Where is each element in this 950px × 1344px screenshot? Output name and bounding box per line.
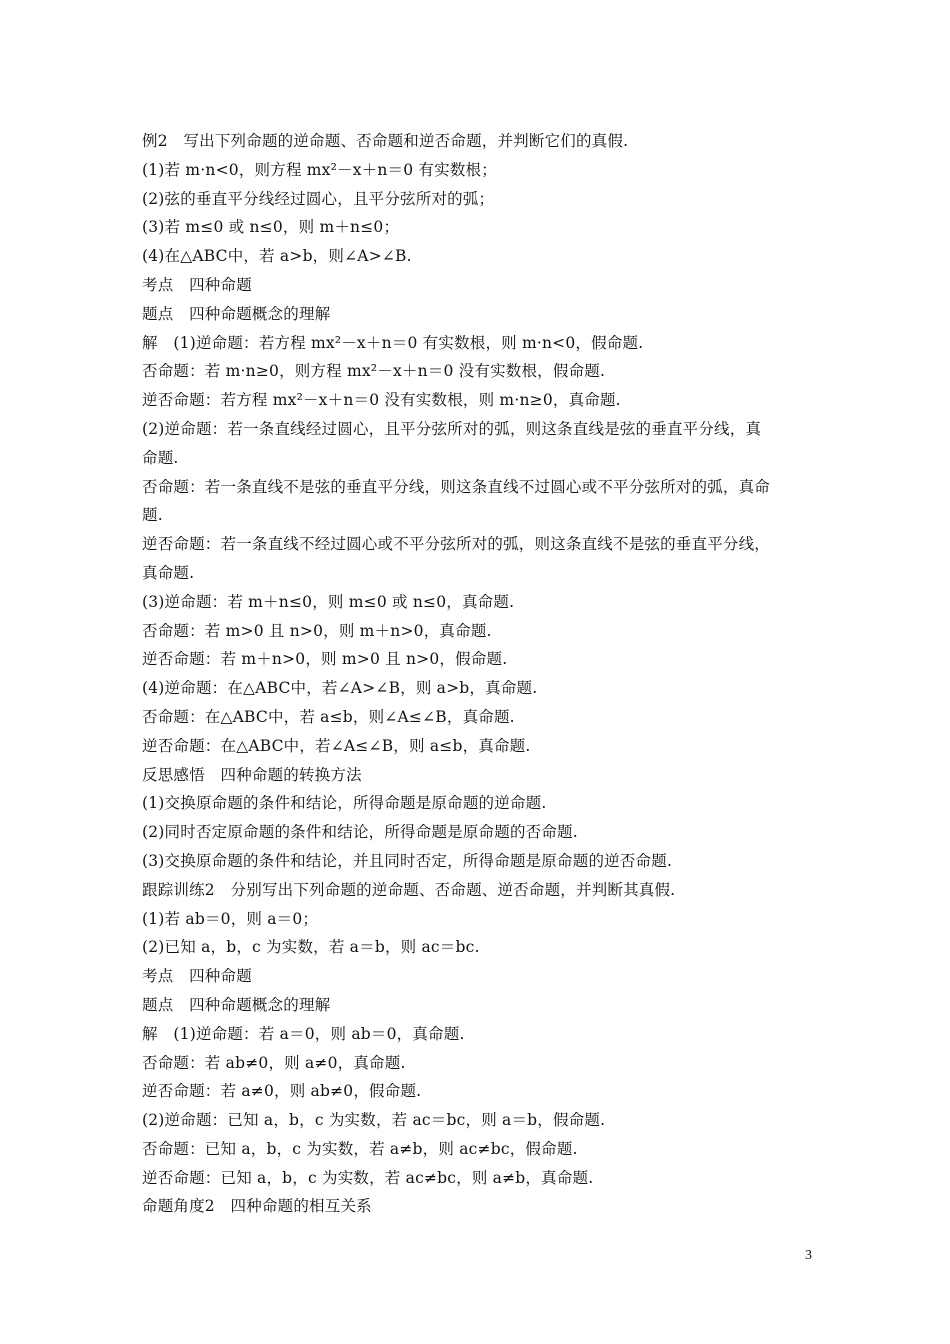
solution-line: 解 (1)逆命题：若 a＝0，则 ab＝0，真命题. [142,1024,465,1043]
solution-line: 逆否命题：在△ABC中，若∠A≤∠B，则 a≤b，真命题. [142,736,531,755]
solution-line: 解 (1)逆命题：若方程 mx²－x＋n＝0 有实数根，则 m·n<0，假命题. [142,333,644,352]
practice-item-2: (2)已知 a，b，c 为实数，若 a＝b，则 ac＝bc. [142,938,480,957]
solution-line: 逆否命题：若一条直线不经过圆心或不平分弦所对的弧，则这条直线不是弦的垂直平分线， [142,535,771,554]
reflection-item: (2)同时否定原命题的条件和结论，所得命题是原命题的否命题. [142,823,578,842]
page-number: 3 [805,1248,812,1263]
reflection-item: (3)交换原命题的条件和结论，并且同时否定，所得命题是原命题的逆否命题. [142,851,673,870]
solution-line: 否命题：若 m·n≥0，则方程 mx²－x＋n＝0 没有实数根，假命题. [142,362,606,381]
reflection-item: (1)交换原命题的条件和结论，所得命题是原命题的逆命题. [142,794,547,813]
reflection-title: 反思感悟 四种命题的转换方法 [142,765,362,784]
solution-line: 逆否命题：若 a≠0，则 ab≠0，假命题. [142,1082,422,1101]
solution-line: 否命题：在△ABC中，若 a≤b，则∠A≤∠B，真命题. [142,707,515,726]
subtopic-label: 题点 四种命题概念的理解 [142,995,331,1014]
solution-line: 命题. [142,448,179,467]
section-heading: 命题角度2 四种命题的相互关系 [142,1197,372,1216]
subtopic-label: 题点 四种命题概念的理解 [142,304,331,323]
solution-line: (4)逆命题：在△ABC中，若∠A>∠B，则 a>b，真命题. [142,679,538,698]
practice-item-1: (1)若 ab＝0，则 a＝0； [142,909,319,928]
solution-line: 逆否命题：若 m＋n>0，则 m>0 且 n>0，假命题. [142,650,508,669]
solution-line: 逆否命题：若方程 mx²－x＋n＝0 没有实数根，则 m·n≥0，真命题. [142,391,621,410]
example-item-4: (4)在△ABC中，若 a>b，则∠A>∠B. [142,247,412,266]
example-item-1: (1)若 m·n<0，则方程 mx²－x＋n＝0 有实数根； [142,160,497,179]
solution-line: 否命题：若 m>0 且 n>0，则 m＋n>0，真命题. [142,621,492,640]
page-body [142,127,822,1221]
practice-title: 跟踪训练2 分别写出下列命题的逆命题、否命题、逆否命题，并判断其真假. [142,880,676,899]
topic-label: 考点 四种命题 [142,967,252,986]
example-item-2: (2)弦的垂直平分线经过圆心，且平分弦所对的弧； [142,189,495,208]
solution-line: 否命题：已知 a，b，c 为实数，若 a≠b，则 ac≠bc，假命题. [142,1139,578,1158]
example-item-3: (3)若 m≤0 或 n≤0，则 m＋n≤0； [142,218,400,237]
solution-line: 题. [142,506,163,525]
topic-label: 考点 四种命题 [142,275,252,294]
solution-line: 真命题. [142,563,195,582]
example-title: 例2 写出下列命题的逆命题、否命题和逆否命题，并判断它们的真假. [142,132,629,150]
solution-line: 否命题：若 ab≠0，则 a≠0，真命题. [142,1053,406,1072]
solution-line: (2)逆命题：若一条直线经过圆心，且平分弦所对的弧，则这条直线是弦的垂直平分线，真 [142,419,762,438]
solution-line: 逆否命题：已知 a，b，c 为实数，若 ac≠bc，则 a≠b，真命题. [142,1168,594,1187]
solution-line: (3)逆命题：若 m＋n≤0，则 m≤0 或 n≤0，真命题. [142,592,515,611]
solution-line: (2)逆命题：已知 a，b，c 为实数，若 ac＝bc，则 a＝b，假命题. [142,1111,606,1130]
solution-line: 否命题：若一条直线不是弦的垂直平分线，则这条直线不过圆心或不平分弦所对的弧，真命 [142,477,771,496]
